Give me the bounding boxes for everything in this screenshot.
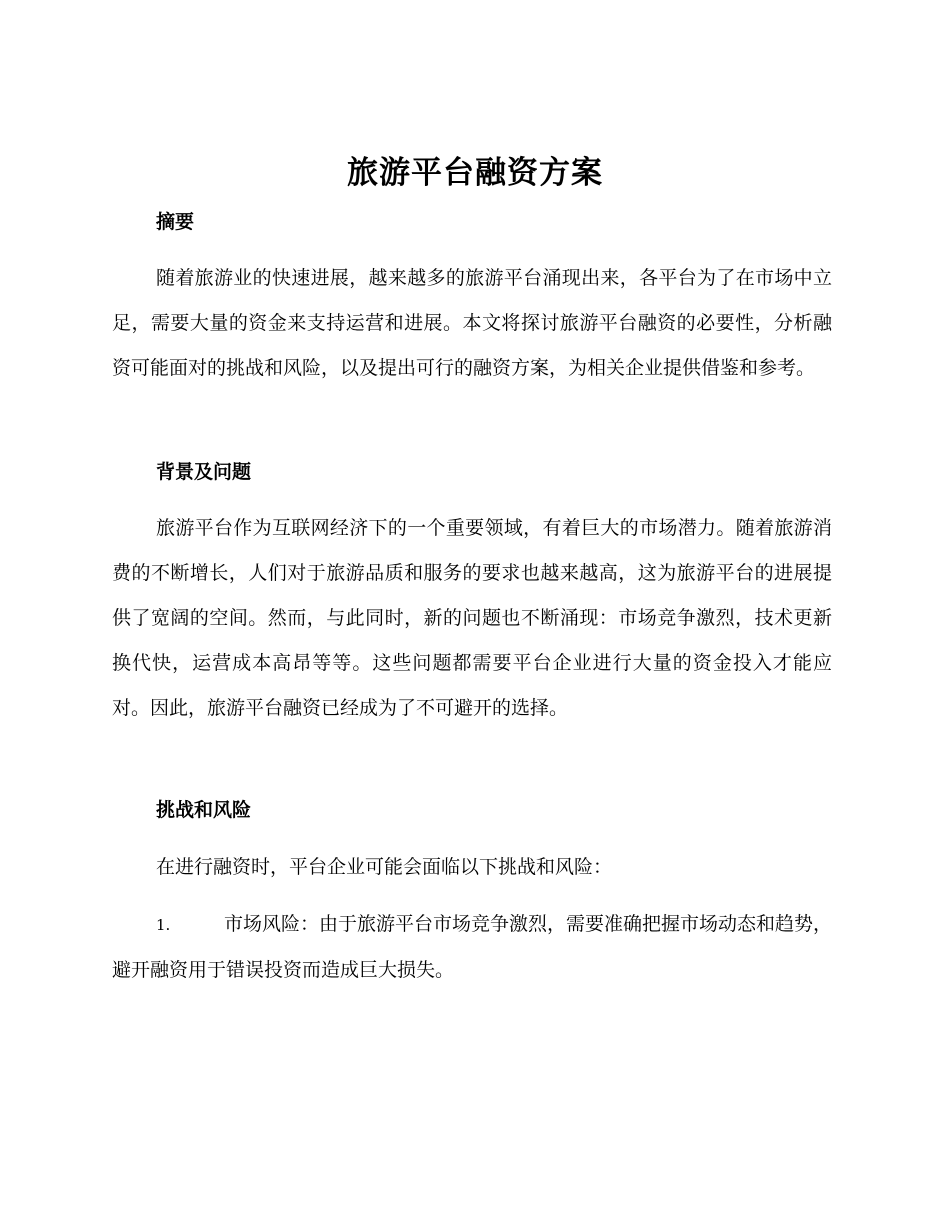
section-paragraph-background: 旅游平台作为互联网经济下的一个重要领域，有着巨大的市场潜力。随着旅游消费的不断增长，人们对于旅游品质和服务的要求也越来越高，这为旅游平台的进展提供了宽阔的空间。然而，与此同时，新的问题也不断涌现：市场竞争激烈，技术更新换代快，运营成本高昂等等。这些问题都需要平台企业进行大量的资金投入才能应对。因此，旅游平台融资已经成为了不可避开的选择。 xyxy=(112,517,832,719)
list-item xyxy=(112,902,832,993)
section-heading-challenges: 挑战和风险 xyxy=(156,799,252,821)
list-item-number: 1. xyxy=(156,916,171,934)
section-heading-background: 背景及问题 xyxy=(156,461,252,483)
section-paragraph-abstract: 随着旅游业的快速进展，越来越多的旅游平台涌现出来，各平台为了在市场中立足，需要大量的资金来支持运营和进展。本文将探讨旅游平台融资的必要性，分析融资可能面对的挑战和风险，以及提出可行的融资方案，为相关企业提供借鉴和参考。 xyxy=(112,267,832,379)
list-item-text: 市场风险：由于旅游平台市场竞争激烈，需要准确把握市场动态和趋势，避开融资用于错误投资而造成巨大损失。 xyxy=(112,913,833,981)
section-heading-abstract: 摘要 xyxy=(156,211,195,233)
document-title: 旅游平台融资方案 xyxy=(347,155,603,191)
section-paragraph-challenges: 在进行融资时，平台企业可能会面临以下挑战和风险： xyxy=(156,856,613,878)
